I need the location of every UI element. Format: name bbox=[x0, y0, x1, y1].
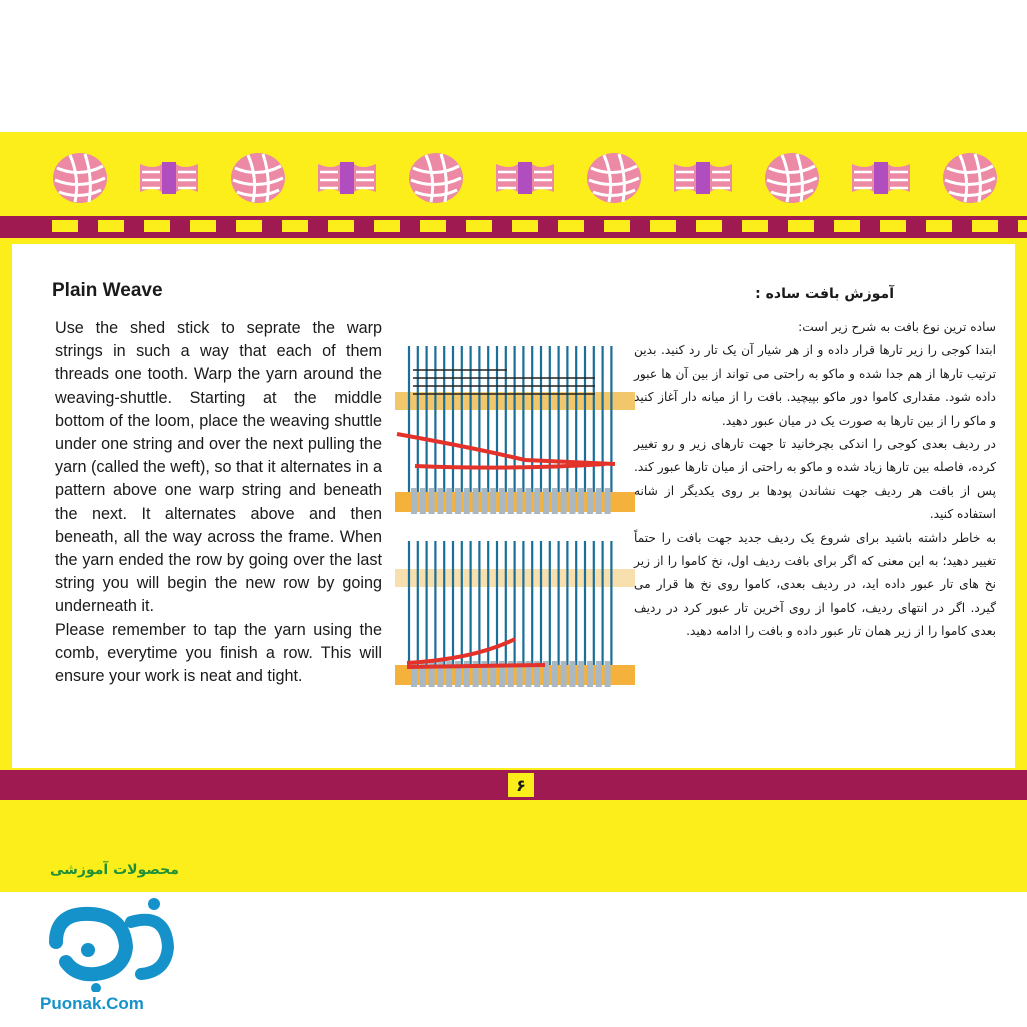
comb-tooth bbox=[587, 488, 593, 514]
page-number: ۶ bbox=[508, 773, 534, 797]
comb-tooth bbox=[517, 488, 523, 514]
divider-square bbox=[236, 220, 262, 232]
top-divider-squares bbox=[0, 216, 1027, 236]
comb-tooth bbox=[525, 488, 531, 514]
divider-square bbox=[420, 220, 446, 232]
comb-tooth bbox=[455, 488, 461, 514]
divider-square bbox=[52, 220, 78, 232]
loom-illustration-bottom bbox=[395, 535, 635, 691]
yarn-ball-icon bbox=[935, 148, 1005, 208]
divider-square bbox=[972, 220, 998, 232]
yarn-spool-icon bbox=[134, 148, 204, 208]
english-title: Plain Weave bbox=[52, 280, 163, 301]
comb-tooth bbox=[464, 488, 470, 514]
comb-tooth bbox=[561, 661, 567, 687]
comb-tooth bbox=[437, 488, 443, 514]
comb-tooth bbox=[596, 488, 602, 514]
comb-tooth bbox=[552, 661, 558, 687]
yarn-spool-icon bbox=[668, 148, 738, 208]
divider-square bbox=[190, 220, 216, 232]
comb-tooth bbox=[587, 661, 593, 687]
yarn-spool-icon bbox=[312, 148, 382, 208]
divider-square bbox=[696, 220, 722, 232]
comb-tooth bbox=[446, 488, 452, 514]
divider-square bbox=[328, 220, 354, 232]
english-paragraph: Please remember to tap the yarn using the comb, everytime you finish a row. This will ensure your work is neat and tight. bbox=[55, 620, 382, 686]
divider-square bbox=[880, 220, 906, 232]
comb-tooth bbox=[420, 488, 426, 514]
persian-body bbox=[634, 316, 996, 644]
comb-tooth bbox=[561, 488, 567, 514]
yarn-ball-icon bbox=[579, 148, 649, 208]
yarn-ball-icon bbox=[45, 148, 115, 208]
divider-square bbox=[788, 220, 814, 232]
comb-tooth bbox=[508, 488, 514, 514]
comb-tooth bbox=[605, 488, 611, 514]
divider-square bbox=[834, 220, 860, 232]
yarn-ball-icon bbox=[401, 148, 471, 208]
brand-url: Puonak.Com bbox=[40, 994, 144, 1013]
divider-square bbox=[98, 220, 124, 232]
comb-tooth bbox=[490, 488, 496, 514]
divider-square bbox=[558, 220, 584, 232]
comb-tooth bbox=[605, 661, 611, 687]
persian-paragraph: ساده ترین نوع بافت به شرح زیر است: bbox=[798, 320, 996, 334]
divider-square bbox=[374, 220, 400, 232]
persian-title: آموزش بافت ساده : bbox=[755, 286, 894, 302]
comb-tooth bbox=[534, 488, 540, 514]
divider-square bbox=[650, 220, 676, 232]
comb-tooth bbox=[543, 488, 549, 514]
comb-tooth bbox=[552, 488, 558, 514]
divider-square bbox=[466, 220, 492, 232]
top-margin bbox=[0, 0, 1027, 132]
divider-square bbox=[512, 220, 538, 232]
loom-illustration-top bbox=[395, 340, 635, 518]
divider-square bbox=[1018, 220, 1027, 232]
puonak-logo-icon bbox=[36, 892, 186, 992]
comb-tooth bbox=[473, 488, 479, 514]
yarn-ball-icon bbox=[757, 148, 827, 208]
brand-tagline: محصولات آموزشی bbox=[50, 862, 179, 878]
comb-tooth bbox=[499, 488, 505, 514]
yarn-spool-icon bbox=[846, 148, 916, 208]
comb-tooth bbox=[481, 488, 487, 514]
comb-tooth bbox=[411, 488, 417, 514]
english-paragraph: Use the shed stick to seprate the warp strings in such a way that each of them threads one tooth. Warp the yarn around the weaving-shuttle. Starting at the middle bottom of the loom, place the weaving shuttle under one string and over the next pulling the yarn (called the weft), so that it alternates in a pattern above one warp string and beneath the next. It alternates above and then beneath, all the way across the frame. When the yarn ended the row by going over the last string you will begin the new row by going underneath it. bbox=[55, 319, 382, 616]
divider-square bbox=[144, 220, 170, 232]
yarn-spool-icon bbox=[490, 148, 560, 208]
comb-tooth bbox=[569, 661, 575, 687]
comb-tooth bbox=[569, 488, 575, 514]
decorative-yarn-row bbox=[0, 140, 1027, 216]
yarn-ball-icon bbox=[223, 148, 293, 208]
english-body bbox=[55, 317, 382, 688]
persian-paragraph: به خاطر داشته باشید برای شروع یک ردیف جدید جهت بافت را حتماً تغییر دهید؛ به این معنی که اگر برای بافت ردیف اول، نخ کاموا را از زیر نخ های تار عبور داده اید، در ردیف بعدی، کاموا روی نخ ها قرار می گیرد. اگر در انتهای ردیف، کاموا از روی آخرین تار عبور کرد در ردیف بعدی کاموا را از زیر همان تار عبور داده و بافت را ادامه دهید. bbox=[634, 530, 996, 639]
persian-paragraph: ابتدا کوجی را زیر تارها قرار داده و از هر شیار آن یک تار رد کنید. بدین ترتیب تارها از هم جدا شده و ماکو به راحتی می تواند از بین آن ها عبور داده شود. مقداری کاموا دور ماکو بپیچید. بافت را از میانه دار آغاز کنید و ماکو را از بین تارها به صورت یک در میان عبور دهید. bbox=[634, 343, 996, 428]
comb-tooth bbox=[429, 488, 435, 514]
persian-paragraph: در ردیف بعدی کوجی را اندکی بچرخانید تا جهت تارهای زیر و رو تغییر کرده، فاصله بین تارها زیاد شده و ماکو به راحتی از میان تارها عبور کند. پس از بافت هر ردیف جهت نشاندن پودها بر روی یکدیگر از شانه استفاده کنید. bbox=[634, 437, 996, 522]
divider-square bbox=[604, 220, 630, 232]
divider-square bbox=[926, 220, 952, 232]
comb-tooth bbox=[596, 661, 602, 687]
comb-tooth bbox=[578, 488, 584, 514]
divider-square bbox=[742, 220, 768, 232]
comb-tooth bbox=[578, 661, 584, 687]
divider-square bbox=[282, 220, 308, 232]
